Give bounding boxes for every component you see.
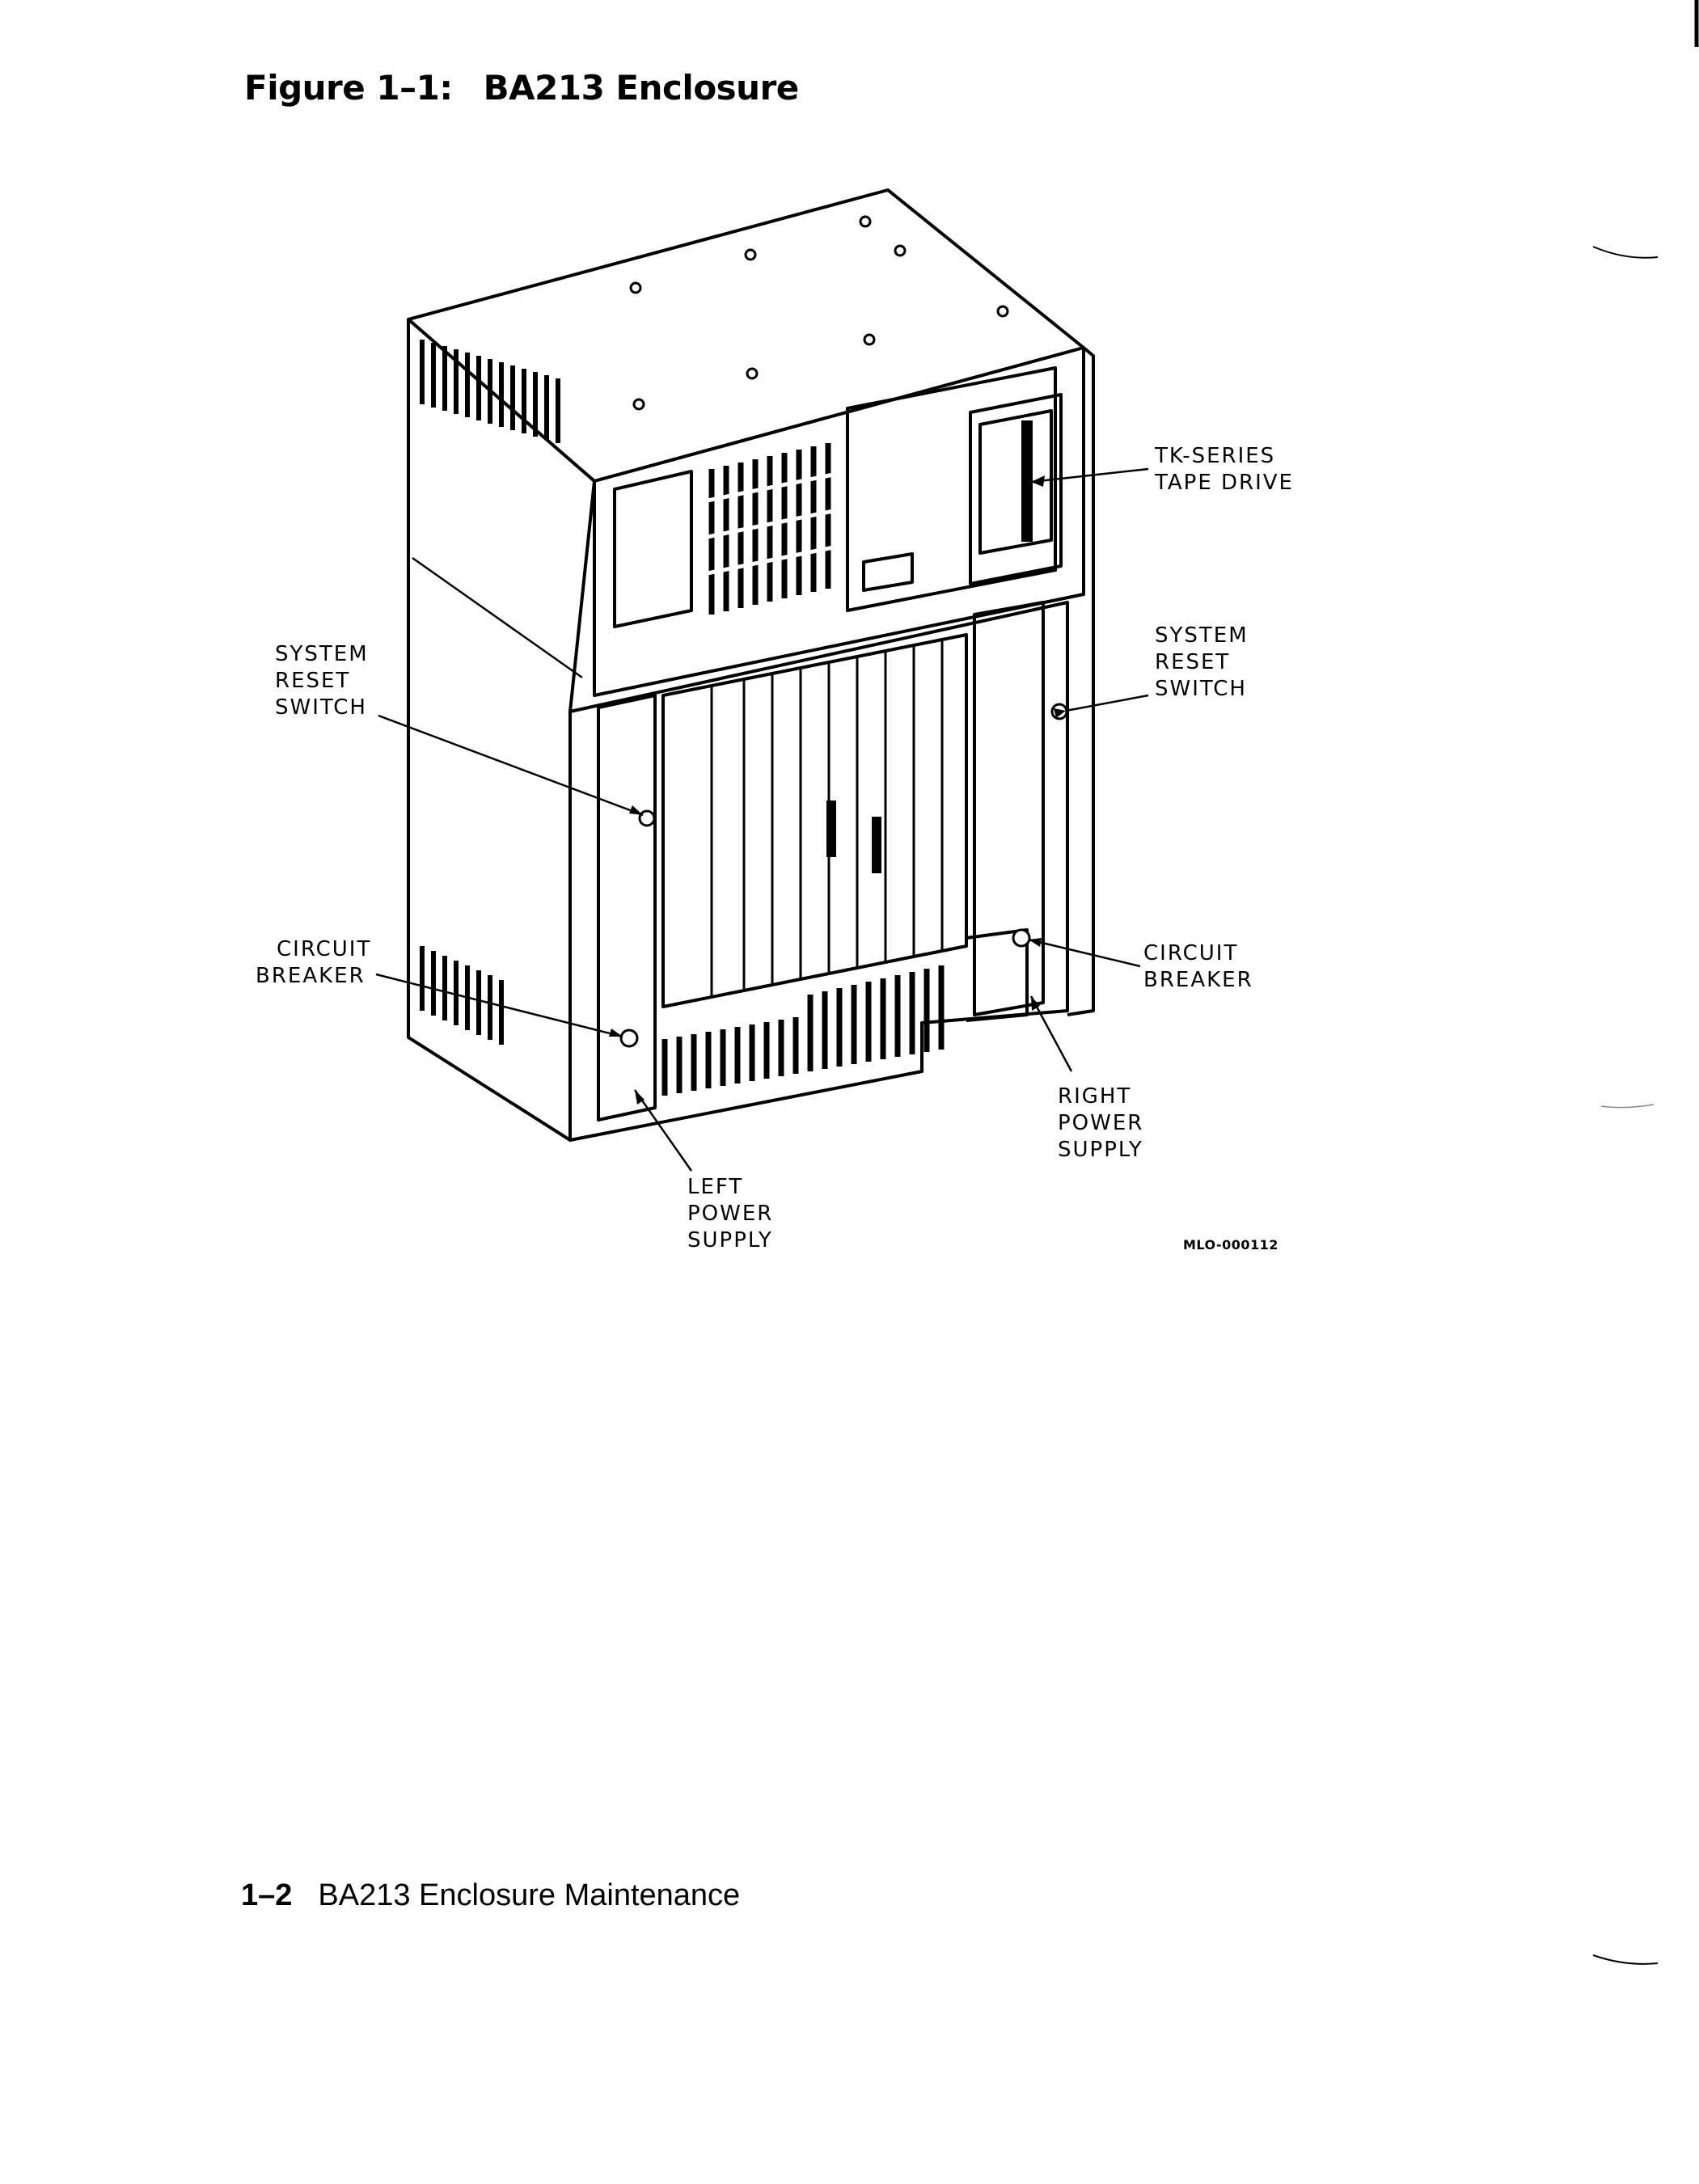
callout-right-power-supply: RIGHT POWER SUPPLY [1058, 1084, 1144, 1162]
right-circuit-breaker [1013, 930, 1029, 946]
figure-id: MLO-000112 [1183, 1237, 1278, 1253]
scan-edge-marks [1577, 0, 1699, 2184]
left-circuit-breaker [621, 1030, 637, 1046]
footer-title: BA213 Enclosure Maintenance [318, 1878, 741, 1912]
callout-circuit-breaker-right: CIRCUIT BREAKER [1143, 941, 1253, 992]
callout-tk-series-tape-drive: TK-SERIES TAPE DRIVE [1155, 444, 1294, 495]
figure-number: Figure 1–1: [244, 68, 453, 108]
left-reset-switch [640, 811, 654, 826]
figure-title-text: BA213 Enclosure [483, 68, 799, 108]
callout-circuit-breaker-left: CIRCUIT BREAKER [256, 937, 372, 988]
leader-reset-right [1066, 695, 1148, 711]
callout-system-reset-switch-left: SYSTEM RESET SWITCH [275, 642, 369, 720]
callout-system-reset-switch-right: SYSTEM RESET SWITCH [1155, 623, 1249, 701]
page-footer [241, 1878, 740, 1913]
callout-left-power-supply: LEFT POWER SUPPLY [687, 1175, 774, 1253]
page-number: 1–2 [241, 1878, 293, 1912]
